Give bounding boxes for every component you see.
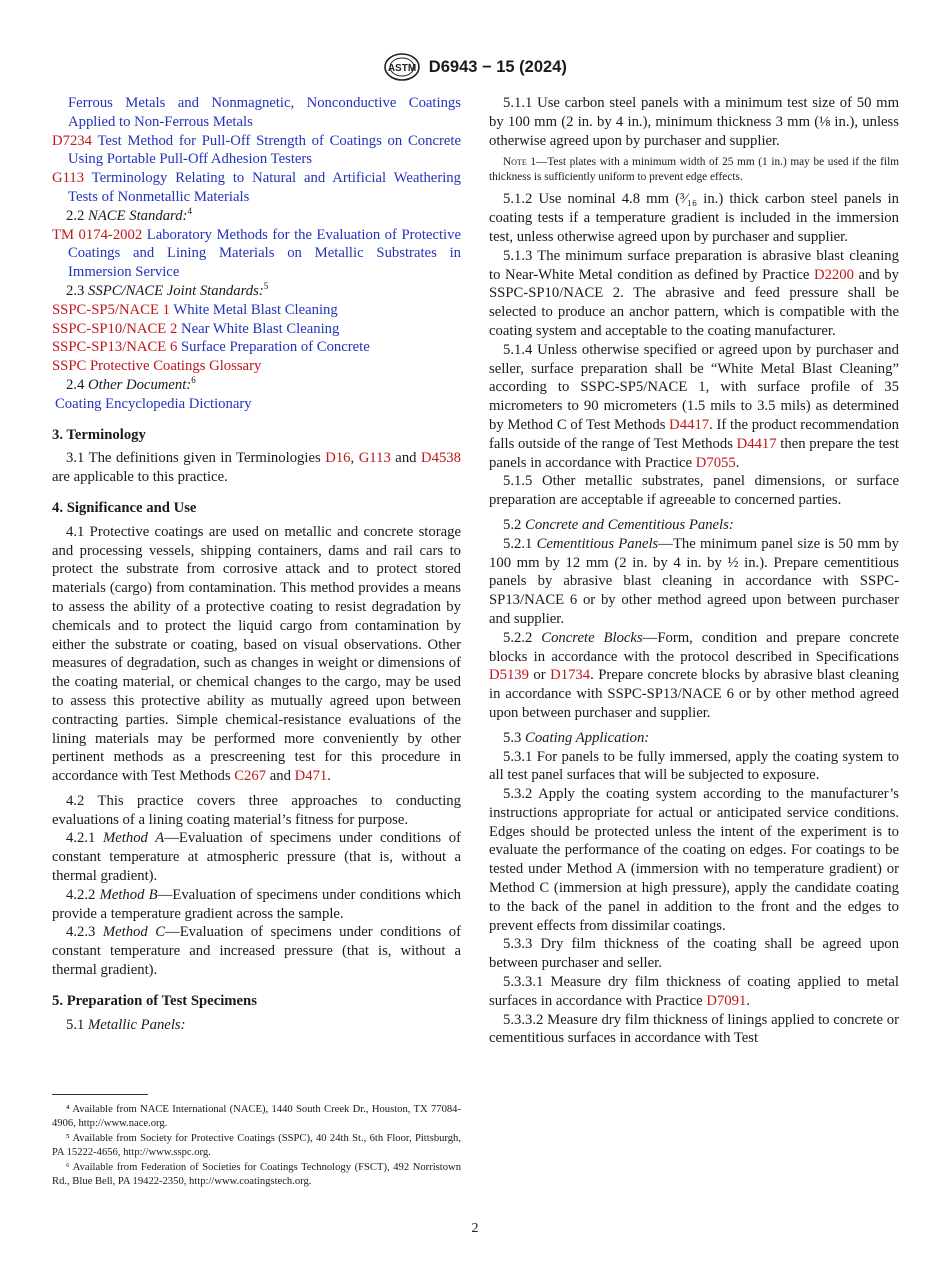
link-d16[interactable]: D16 xyxy=(325,450,351,467)
reference-g113: G113 Terminology Relating to Natural and Artificial Weathering Tests of Nonmetallic Materials xyxy=(52,170,461,205)
left-column xyxy=(52,94,461,1034)
note-1: Note 1—Test plates with a minimum width of 25 mm (1 in.) may be used if the film thickness is sufficiently uniform to prevent edge effects. xyxy=(489,156,899,184)
paragraph-5-1-2: 5.1.2 Use nominal 4.8 mm (³⁄₁₆ in.) thick carbon steel panels in coating tests if a temperature gradient is included in the immersion test, unless otherwise agreed upon by purchaser and supplier. xyxy=(489,191,899,245)
link-tm0174[interactable]: TM 0174-2002 xyxy=(52,226,143,243)
heading-preparation: 5. Preparation of Test Specimens xyxy=(52,992,257,1009)
reference-glossary xyxy=(52,357,461,376)
paragraph-5-3-1: 5.3.1 For panels to be fully immersed, apply the coating system to all test panel surfaces that will be subjected to exposure. xyxy=(489,748,899,784)
link-d1734[interactable]: D1734 xyxy=(550,667,591,684)
paragraph-4-1: 4.1 Protective coatings are used on metallic and concrete storage and processing vessels, shipping containers, dams and rail cars to protect the substrate from corrosive attack and to protect stored materials (cargo) from contamination. This method provides a means to assess the ability of a protective coating to resist degradation by chemicals and to protect the liquid cargo from contamination by either the substrate or coating, based on visual observations. Other measures of degradation, such as changes in weight or dimensions of the coating material, or chemical changes to the cargo, may be used to assess this protective ability as mutually agreed upon between contracting parties. Simple chemical-resistance evaluations of the lining materials may be performed more conveniently by other pertinent methods as a prescreening test for this procedure in accordance with Test Methods C267 and D471. xyxy=(52,523,461,785)
paragraph-5-3-3: 5.3.3 Dry film thickness of the coating shall be agreed upon between purchaser and seller. xyxy=(489,936,899,972)
paragraph-5-1-1: 5.1.1 Use carbon steel panels with a minimum test size of 50 mm by 100 mm (2 in. by 4 in.), minimum thickness 3 mm (⅛ in.), unless otherwise agreed upon by purchaser and supplier. xyxy=(489,95,899,149)
paragraph-4-2: 4.2 This practice covers three approaches to conducting evaluations of a lining coating material’s fitness for purpose. xyxy=(52,792,461,828)
footnote-divider xyxy=(52,1094,148,1095)
paragraph-5-1-4: 5.1.4 Unless otherwise specified or agreed upon by purchaser and seller, surface preparation shall be “White Metal Blast Cleaning” according to SSPC-SP5/NACE 1, with surface profile of 35 micrometers to 90 micrometers (1.5 mils to 3.5 mils) as determined by Method C of Test Methods D4417. If the product recommendation falls outside of the range of Test Methods D4417 then prepare the test panels in accordance with Practice D7055. xyxy=(489,341,899,471)
link-sp10[interactable]: SSPC-SP10/NACE 2 xyxy=(52,320,178,337)
svg-text:ASTM: ASTM xyxy=(387,63,417,74)
paragraph-5-3-2: 5.3.2 Apply the coating system according to the manufacturer’s instructions appropriate for actual or anticipated service conditions. Edges should be protected unless the intent of the experiment is to evaluate the performance of the coating on edges. For coatings to be tested under Method A (immersion with no temperature gradient) or Method C (immersion at high pressure), apply the candidate coating to the back of the panel in addition to the front and the edges to prevent effects from dissimilar coatings. xyxy=(489,786,899,934)
page-number: 2 xyxy=(471,1221,479,1236)
reference-sp10: SSPC-SP10/NACE 2 Near White Blast Cleaning xyxy=(52,320,340,337)
link-d7091[interactable]: D7091 xyxy=(706,992,747,1009)
paragraph-5-1-3: 5.1.3 The minimum surface preparation is abrasive blast cleaning to Near-White Metal condition as defined by Practice D2200 and by SSPC-SP10/NACE 2. The abrasive and feed pressure shall be selected to produce an anchor pattern, which is compatible with the coating system and acceptable to the coating manufacturer. xyxy=(489,247,899,339)
link-d4417[interactable]: D4417 xyxy=(669,416,710,433)
link-glossary[interactable]: SSPC Protective Coatings Glossary xyxy=(52,358,262,375)
subsection-2-3: 2.3 SSPC/NACE Joint Standards:$^5$ xyxy=(66,281,269,299)
document-designation: D6943 − 15 (2024) xyxy=(428,57,567,76)
reference-sp13: SSPC-SP13/NACE 6 Surface Preparation of Concrete xyxy=(52,339,370,356)
paragraph-5-2-2: 5.2.2 Concrete Blocks—Form, condition and prepare concrete blocks in accordance with the protocol described in Specifications D5139 or D1734. Prepare concrete blocks by abrasive blast cleaning in accordance with SSPC-SP13/NACE 6 or by other method agreed upon between purchaser and supplier. xyxy=(489,629,899,721)
astm-logo-icon xyxy=(383,52,421,82)
heading-terminology: 3. Terminology xyxy=(52,426,146,443)
link-d4538[interactable]: D4538 xyxy=(421,450,461,467)
paragraph-3-1: 3.1 The definitions given in Terminologies D16, G113 and D4538 are applicable to this practice. xyxy=(52,450,461,486)
subsection-2-4: 2.4 Other Document:$^6$ xyxy=(66,375,196,393)
link-g113-terms[interactable]: G113 xyxy=(358,450,391,467)
reference-continuation: Ferrous Metals and Nonmagnetic, Nonconductive Coatings Applied to Non-Ferrous Metals xyxy=(68,95,461,130)
link-sp13[interactable]: SSPC-SP13/NACE 6 xyxy=(52,339,178,356)
link-d4417-second[interactable]: D4417 xyxy=(736,435,777,452)
heading-significance: 4. Significance and Use xyxy=(52,499,197,516)
paragraph-4-2-1: 4.2.1 Method A—Evaluation of specimens under conditions of constant temperature at atmospheric pressure (that is, without a thermal gradient). xyxy=(52,830,462,885)
paragraph-5-3: 5.3 Coating Application: xyxy=(503,729,650,746)
link-d471[interactable]: D471 xyxy=(294,768,328,785)
paragraph-5-2-1: 5.2.1 Cementitious Panels—The minimum panel size is 50 mm by 100 mm by 12 mm (2 in. by 4 in. by ½ in.). Prepare cementitious panels by abrasive blast cleaning in accordance with SSPC-SP13/NACE 6 or by other method agreed upon between purchaser and supplier. xyxy=(489,535,899,627)
footnote-6: ⁶ Available from Federation of Societies for Coatings Technology (FSCT), 492 Norristown Rd., Blue Bell, PA 19422-2350, http://www.coatingstech.org. xyxy=(52,1161,461,1188)
link-d2200[interactable]: D2200 xyxy=(813,266,854,283)
paragraph-4-2-3: 4.2.3 Method C—Evaluation of specimens under conditions of constant temperature and increased pressure (that is, without a thermal gradient). xyxy=(52,924,461,979)
paragraph-5-1: 5.1 Metallic Panels: xyxy=(66,1016,186,1033)
reference-tm0174: TM 0174-2002 Laboratory Methods for the Evaluation of Protective Coatings and Lining Materials on Metallic Substrates in Immersion Service xyxy=(52,226,461,281)
reference-d7234: D7234 Test Method for Pull-Off Strength of Coatings on Concrete Using Portable Pull-Off Adhesion Testers xyxy=(52,132,461,168)
subsection-2-2: 2.2 NACE Standard:$^4$ xyxy=(66,205,192,224)
page-header xyxy=(0,52,950,82)
paragraph-5-2: 5.2 Concrete and Cementitious Panels: xyxy=(503,516,734,533)
link-d7055[interactable]: D7055 xyxy=(695,454,736,471)
reference-sp5: SSPC-SP5/NACE 1 White Metal Blast Cleaning xyxy=(52,301,338,318)
footnote-4: ⁴ Available from NACE International (NACE), 1440 South Creek Dr., Houston, TX 77084-4906, http://www.nace.org. xyxy=(52,1104,461,1130)
right-column xyxy=(489,94,899,1048)
link-d7234[interactable]: D7234 xyxy=(52,132,92,149)
paragraph-5-3-3-1: 5.3.3.1 Measure dry film thickness of coating applied to metal surfaces in accordance with Practice D7091. xyxy=(489,974,899,1009)
footnotes xyxy=(52,1103,461,1189)
link-g113[interactable]: G113 xyxy=(52,170,85,187)
paragraph-5-3-3-2: 5.3.3.2 Measure dry film thickness of linings applied to concrete or cementitious surfaces in accordance with Test xyxy=(489,1011,899,1047)
link-d5139[interactable]: D5139 xyxy=(489,667,529,684)
link-sp5[interactable]: SSPC-SP5/NACE 1 xyxy=(52,301,170,318)
paragraph-5-1-5: 5.1.5 Other metallic substrates, panel dimensions, or surface preparation are acceptable if agreeable to concerned parties. xyxy=(489,473,899,509)
paragraph-4-2-2: 4.2.2 Method B—Evaluation of specimens under conditions which provide a temperature gradient across the sample. xyxy=(52,886,461,922)
reference-encyclopedia: Coating Encyclopedia Dictionary xyxy=(55,395,252,412)
link-c267[interactable]: C267 xyxy=(234,768,267,785)
footnote-5: ⁵ Available from Society for Protective Coatings (SSPC), 40 24th St., 6th Floor, Pittsburgh, PA 15222-4656, http://www.sspc.org. xyxy=(52,1132,461,1159)
